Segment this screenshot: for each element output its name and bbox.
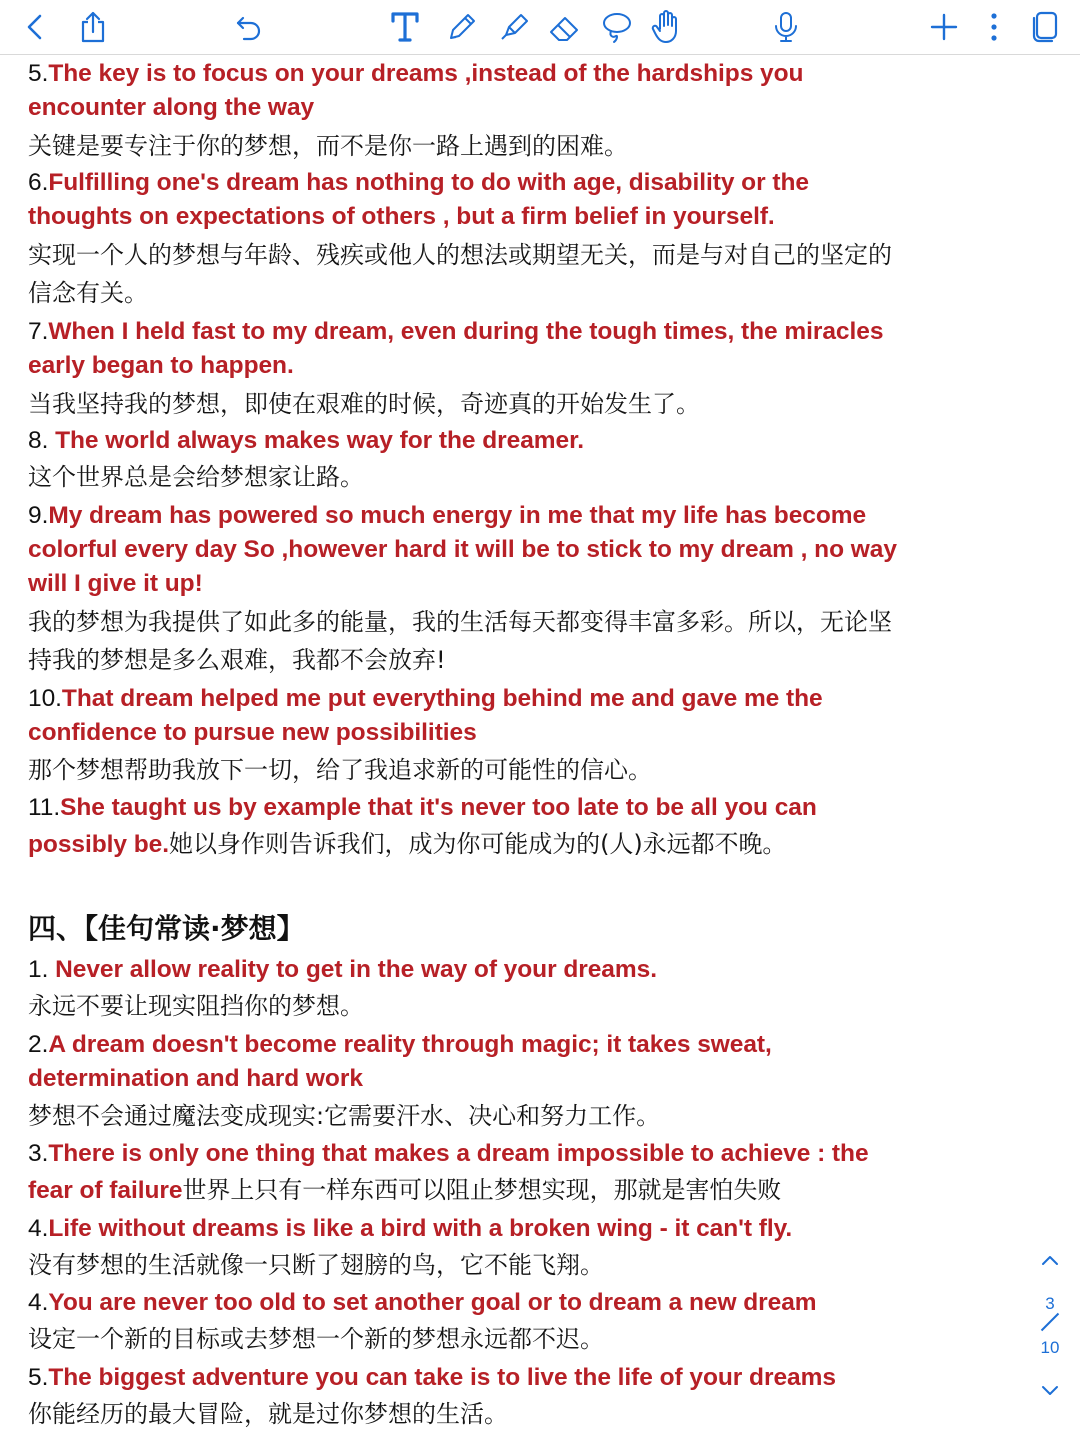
hand-icon[interactable] [646, 6, 688, 48]
item-number: 4. [28, 1289, 49, 1316]
item-number: 2. [28, 1031, 49, 1058]
sentence-en: encounter along the way [28, 94, 315, 121]
item-number: 4. [28, 1215, 49, 1242]
sentence-en [28, 1173, 781, 1208]
sentence-en [28, 1361, 836, 1395]
item-number: 9. [28, 502, 49, 529]
sentence-en [28, 424, 584, 458]
current-page: 3 [1045, 1294, 1055, 1313]
sentence-en: early began to happen. [28, 352, 294, 379]
sentence-en-text: possibly be. [28, 831, 169, 858]
sentence-en [28, 315, 883, 349]
back-icon[interactable] [14, 6, 56, 48]
sentence-en: thoughts on expectations of others , but a firm belief in yourself. [28, 203, 775, 230]
sentence-zh: 那个梦想帮助我放下一切，给了我追求新的可能性的信心。 [28, 756, 652, 784]
sentence-en [28, 1137, 869, 1171]
sentence-zh: 设定一个新的目标或去梦想一个新的梦想永远都不迟。 [28, 1325, 604, 1353]
sentence-zh: 实现一个人的梦想与年龄、残疾或他人的想法或期望无关，而是与对自己的坚定的 [28, 241, 892, 269]
sentence-en-text: My dream has powered so much energy in me that my life has become [48, 502, 867, 529]
sentence-en [28, 682, 823, 716]
add-icon[interactable] [923, 6, 965, 48]
text-tool-icon[interactable] [384, 6, 426, 48]
sentence-en-text: fear of failure [28, 1177, 183, 1204]
sentence-en [28, 57, 803, 91]
item-number: 10. [28, 685, 62, 712]
lasso-icon[interactable] [596, 6, 638, 48]
page-down-button[interactable] [1038, 1378, 1062, 1402]
undo-icon[interactable] [228, 6, 270, 48]
sentence-en-text: You are never too old to set another goal or to dream a new dream [48, 1289, 817, 1316]
sentence-en [28, 953, 657, 987]
document-page [0, 54, 1080, 1440]
chevron-up-icon [1040, 1253, 1060, 1267]
item-number: 3. [28, 1140, 49, 1167]
item-number: 5. [28, 1364, 49, 1391]
sentence-zh: 关键是要专注于你的梦想，而不是你一路上遇到的困难。 [28, 132, 628, 160]
total-pages: 10 [1040, 1338, 1060, 1357]
sentence-zh: 她以身作则告诉我们，成为你可能成为的(人)永远都不晚。 [169, 830, 787, 858]
highlighter-icon[interactable] [493, 6, 535, 48]
toolbar [0, 0, 1080, 55]
sentence-en-text: That dream helped me put everything behind me and gave me the [61, 685, 823, 712]
sentence-en-text: She taught us by example that it's never too late to be all you can [60, 794, 817, 821]
item-number: 8. [28, 427, 56, 454]
sentence-en [28, 791, 817, 825]
page-divider [1041, 1313, 1059, 1331]
sentence-en: confidence to pursue new possibilities [28, 719, 477, 746]
item-number: 5. [28, 60, 49, 87]
eraser-icon[interactable] [544, 6, 586, 48]
sentence-en [28, 166, 809, 200]
microphone-icon[interactable] [765, 6, 807, 48]
sentence-zh: 梦想不会通过魔法变成现实:它需要汗水、决心和努力工作。 [28, 1102, 661, 1130]
sentence-en: will I give it up! [28, 570, 203, 597]
sentence-en-text: Never allow reality to get in the way of your dreams. [55, 956, 657, 983]
sentence-zh: 持我的梦想是多么艰难，我都不会放弃! [28, 646, 446, 674]
chevron-down-icon [1040, 1383, 1060, 1397]
sentence-en [28, 1212, 792, 1246]
item-number: 11. [28, 794, 61, 821]
item-number: 1. [28, 956, 56, 983]
sentence-zh: 永远不要让现实阻挡你的梦想。 [28, 992, 364, 1020]
sentence-en-text: The biggest adventure you can take is to live the life of your dreams [48, 1364, 836, 1391]
sentence-zh: 我的梦想为我提供了如此多的能量，我的生活每天都变得丰富多彩。所以，无论坚 [28, 608, 892, 636]
pages-icon[interactable] [1024, 6, 1066, 48]
sentence-en-text: Fulfilling one's dream has nothing to do with age, disability or the [48, 169, 809, 196]
sentence-en-text: There is only one thing that makes a dream impossible to achieve : the [48, 1140, 869, 1167]
share-icon[interactable] [72, 6, 114, 48]
sentence-en-text: Life without dreams is like a bird with a broken wing - it can't fly. [48, 1215, 793, 1242]
sentence-en [28, 1028, 772, 1062]
item-number: 7. [28, 318, 49, 345]
sentence-en [28, 499, 866, 533]
sentence-zh: 世界上只有一样东西可以阻止梦想实现，那就是害怕失败 [182, 1176, 782, 1204]
sentence-en-text: When I held fast to my dream, even during the tough times, the miracles [48, 318, 884, 345]
more-icon[interactable] [973, 6, 1015, 48]
page-navigator [1020, 1238, 1080, 1408]
pen-icon[interactable] [441, 6, 483, 48]
sentence-zh: 你能经历的最大冒险，就是过你梦想的生活。 [28, 1400, 508, 1428]
sentence-en: colorful every day So ,however hard it will be to stick to my dream , no way [28, 536, 897, 563]
sentence-en: determination and hard work [28, 1065, 363, 1092]
sentence-en-text: The key is to focus on your dreams ,instead of the hardships you [48, 60, 804, 87]
section-heading: 四、【佳句常读·梦想】 [28, 912, 305, 945]
sentence-zh: 信念有关。 [28, 279, 148, 307]
sentence-zh: 当我坚持我的梦想，即使在艰难的时候，奇迹真的开始发生了。 [28, 390, 700, 418]
item-number: 6. [28, 169, 49, 196]
page-up-button[interactable] [1038, 1248, 1062, 1272]
sentence-en [28, 1286, 817, 1320]
sentence-zh: 这个世界总是会给梦想家让路。 [28, 463, 364, 491]
sentence-en-text: The world always makes way for the dreamer. [55, 427, 585, 454]
sentence-zh: 没有梦想的生活就像一只断了翅膀的鸟，它不能飞翔。 [28, 1251, 604, 1279]
sentence-en [28, 827, 786, 862]
sentence-en-text: A dream doesn't become reality through magic; it takes sweat, [48, 1031, 772, 1058]
